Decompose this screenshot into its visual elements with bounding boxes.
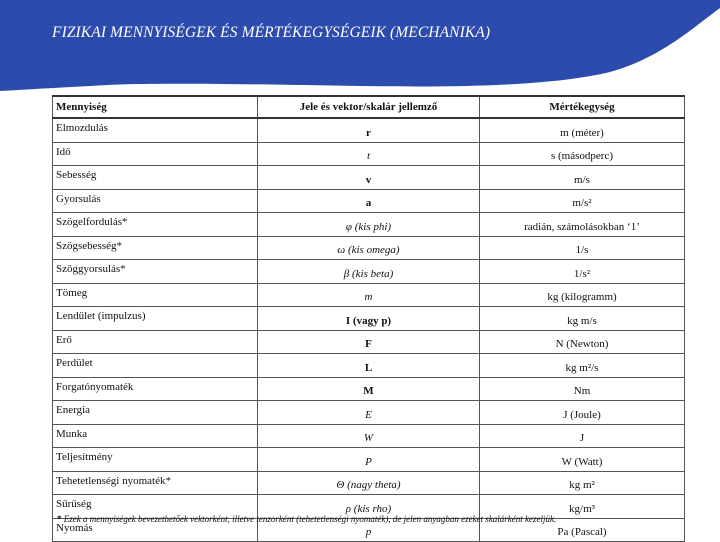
symbol-cell: ω (kis omega) [258,236,480,260]
column-header-quantity: Mennyiség [53,96,258,118]
quantity-cell: Munka [53,424,258,448]
table-row [53,283,685,307]
unit-cell: 1/s [480,236,685,260]
table-row [53,330,685,354]
symbol-cell: m [258,283,480,307]
quantity-cell: Sűrűség [53,495,258,519]
symbol-cell: Θ (nagy theta) [258,471,480,495]
header-band [0,0,720,92]
column-header-symbol: Jele és vektor/skalár jellemző [258,96,480,118]
symbol-cell: I (vagy p) [258,307,480,331]
quantity-cell: Nyomás [53,518,258,542]
table-row [53,260,685,284]
symbol-cell: E [258,401,480,425]
quantity-cell: Perdület [53,354,258,378]
table-body [53,118,685,542]
quantity-cell: Sebesség [53,166,258,190]
units-table [52,95,685,542]
symbol-cell: v [258,166,480,190]
unit-cell: kg/m³ [480,495,685,519]
symbol-cell: M [258,377,480,401]
unit-cell: kg (kilogramm) [480,283,685,307]
quantity-cell: Lendület (impulzus) [53,307,258,331]
quantity-cell: Elmozdulás [53,118,258,142]
quantity-cell: Energia [53,401,258,425]
unit-cell: kg m² [480,471,685,495]
quantity-cell: Teljesítmény [53,448,258,472]
symbol-cell: ρ (kis rho) [258,495,480,519]
footnote [57,514,556,524]
table-row [53,401,685,425]
column-header-unit: Mértékegység [480,96,685,118]
unit-cell: m/s [480,166,685,190]
quantity-cell: Szöggyorsulás* [53,260,258,284]
unit-cell: s (másodperc) [480,142,685,166]
quantity-cell: Tömeg [53,283,258,307]
table-row [53,213,685,237]
symbol-cell: L [258,354,480,378]
symbol-cell: a [258,189,480,213]
quantity-cell: Erő [53,330,258,354]
symbol-cell: F [258,330,480,354]
unit-cell: m (méter) [480,118,685,142]
table-row [53,166,685,190]
page-title: FIZIKAI MENNYISÉGEK ÉS MÉRTÉKEGYSÉGEIK (MECHANIKA) [52,24,491,41]
symbol-cell: r [258,118,480,142]
symbol-cell: p [258,518,480,542]
unit-cell: N (Newton) [480,330,685,354]
header-wave [0,0,720,92]
unit-cell: J [480,424,685,448]
table-row [53,354,685,378]
unit-cell: J (Joule) [480,401,685,425]
unit-cell: kg m/s [480,307,685,331]
symbol-cell: t [258,142,480,166]
unit-cell: Nm [480,377,685,401]
table-row [53,448,685,472]
table-row [53,307,685,331]
table-row [53,424,685,448]
table-row [53,236,685,260]
quantity-cell: Forgatónyomaték [53,377,258,401]
table-row [53,118,685,142]
symbol-cell: φ (kis phi) [258,213,480,237]
quantity-cell: Gyorsulás [53,189,258,213]
footnote-star: * [57,514,62,524]
unit-cell: m/s² [480,189,685,213]
quantity-cell: Szögsebesség* [53,236,258,260]
quantity-cell: Idő [53,142,258,166]
table-row [53,142,685,166]
symbol-cell: W [258,424,480,448]
unit-cell: radián, számolásokban ‘1’ [480,213,685,237]
unit-cell: kg m²/s [480,354,685,378]
footnote-text: Ezek a mennyiségek bevezethetőek vektorként, illetve tenzorként (tehetetlenségi nyomaték), de jelen anyagban ezeket skalárként kezeljük. [63,514,557,524]
symbol-cell: β (kis beta) [258,260,480,284]
symbol-cell: P [258,448,480,472]
table-row [53,471,685,495]
unit-cell: W (Watt) [480,448,685,472]
quantity-cell: Tehetetlenségi nyomaték* [53,471,258,495]
unit-cell: Pa (Pascal) [480,518,685,542]
table-row [53,189,685,213]
table-row [53,377,685,401]
unit-cell: 1/s² [480,260,685,284]
quantity-cell: Szögelfordulás* [53,213,258,237]
table-header-row [53,96,685,118]
